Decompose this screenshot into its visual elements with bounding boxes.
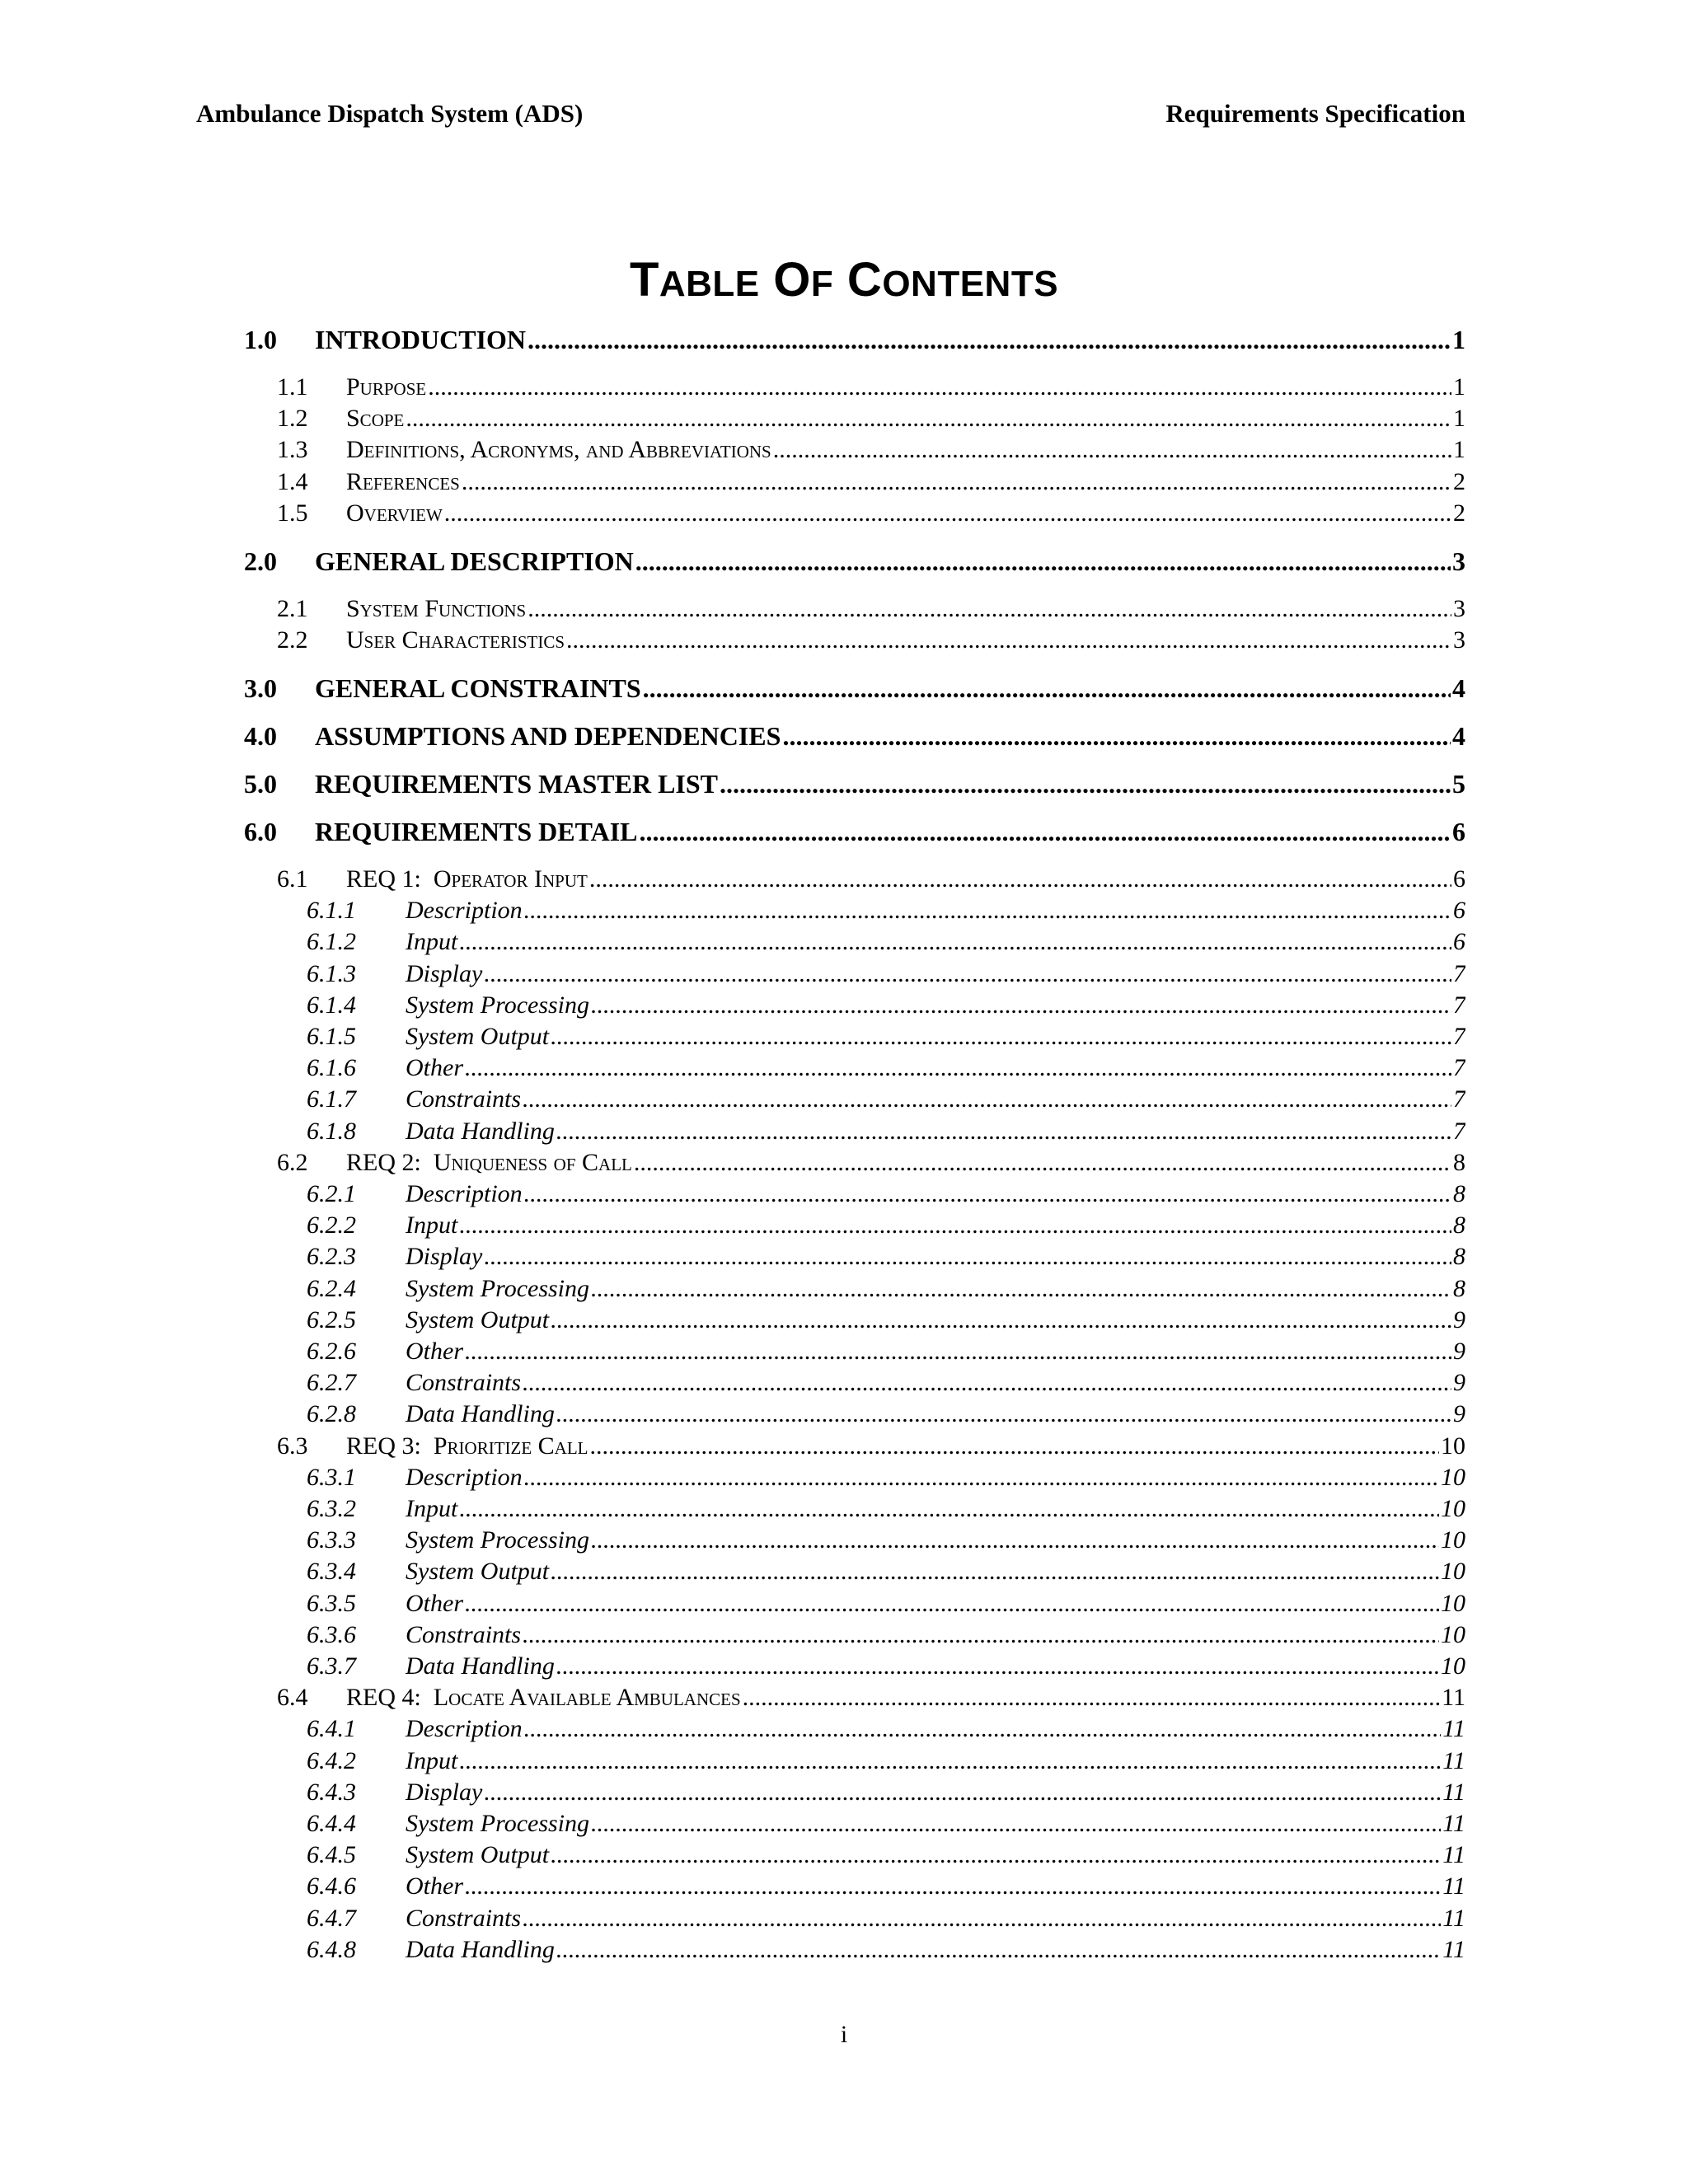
toc-dot-leader [465,1336,1451,1367]
toc-entry-page: 11 [1442,1935,1465,1963]
toc-entry-number: 6.3.1 [307,1463,356,1491]
toc-entry-page: 10 [1441,1495,1465,1522]
toc-dot-leader [459,1746,1441,1777]
toc-dot-leader [523,1367,1451,1399]
toc-entry-page: 7 [1453,1117,1465,1145]
toc-entry-page: 10 [1441,1432,1465,1460]
toc-entry-6-4-5[interactable] [307,1840,1465,1871]
toc-entry-number: 6.2.7 [307,1369,356,1397]
toc-entry-6-4-4[interactable] [307,1808,1465,1840]
toc-entry-label [346,864,588,895]
toc-entry-number: 6.1.2 [307,928,356,956]
toc-entry-1-5[interactable] [277,498,1465,529]
toc-dot-leader [773,434,1451,466]
toc-entry-number: 6.4.6 [307,1872,356,1900]
toc-entry-6-1[interactable] [277,864,1465,895]
toc-entry-6-2-6[interactable] [307,1336,1465,1367]
toc-entry-6-2-7[interactable] [307,1367,1465,1399]
toc-entry-label: Other [406,1589,463,1617]
toc-entry-page: 7 [1453,959,1465,987]
toc-entry-number: 6.3 [277,1432,308,1460]
toc-entry-number: 5.0 [244,769,277,799]
toc-dot-leader [551,1021,1451,1052]
toc-entry-page: 11 [1442,1841,1465,1869]
toc-entry-1-0[interactable] [244,324,1465,355]
toc-entry-title: Prioritize Call [433,1432,588,1460]
toc-entry-number: 6.2.6 [307,1338,356,1365]
toc-entry-label: System Output [406,1558,550,1586]
toc-entry-6-0[interactable] [244,816,1465,847]
toc-entry-number: 6.4.2 [307,1746,356,1774]
toc-dot-leader [589,864,1451,895]
toc-entry-6-3-6[interactable] [307,1619,1465,1651]
toc-dot-leader [782,720,1451,752]
toc-entry-6-2-5[interactable] [307,1305,1465,1336]
toc-entry-6-1-5[interactable] [307,1021,1465,1052]
toc-entry-label: Description [406,897,523,925]
toc-entry-2-0[interactable] [244,546,1465,577]
toc-entry-6-2-4[interactable] [307,1273,1465,1305]
toc-entry-6-3-4[interactable] [307,1556,1465,1587]
toc-entry-page: 3 [1453,626,1465,654]
toc-entry-page: 11 [1442,1684,1465,1712]
toc-entry-label: References [346,467,460,495]
toc-entry-number: 6.3.3 [307,1526,356,1554]
toc-entry-6-3-3[interactable] [307,1525,1465,1556]
toc-entry-page: 8 [1453,1274,1465,1302]
toc-dot-leader [465,1588,1439,1619]
toc-dot-leader [591,1808,1441,1840]
toc-entry-number: 6.0 [244,817,277,846]
toc-entry-label: System Output [406,1023,550,1050]
toc-heading [0,252,1688,307]
toc-entry-number: 6.1.3 [307,959,356,987]
toc-entry-1-4[interactable] [277,466,1465,498]
toc-entry-number: 6.1.7 [307,1085,356,1113]
toc-dot-leader [566,625,1451,656]
toc-entry-page: 5 [1452,769,1465,799]
running-header-title: Ambulance Dispatch System (ADS) [196,99,584,128]
toc-entry-req-id: REQ 1: [346,865,421,893]
toc-entry-number: 6.2 [277,1148,308,1176]
toc-dot-leader [590,1431,1439,1462]
toc-entry-label: Constraints [406,1904,522,1932]
toc-entry-label: Data Handling [406,1400,555,1428]
toc-entry-label: Input [406,1746,458,1774]
toc-entry-6-1-6[interactable] [307,1052,1465,1084]
toc-entry-label: REQUIREMENTS DETAIL [315,817,638,846]
toc-entry-page: 4 [1452,721,1465,751]
toc-dot-leader [743,1682,1440,1713]
toc-entry-page: 2 [1453,499,1465,527]
toc-entry-page: 9 [1453,1305,1465,1333]
toc-entry-label: Constraints [406,1369,522,1397]
toc-entry-label: Input [406,1212,458,1240]
toc-entry-number: 2.0 [244,546,277,576]
running-header-doc-type: Requirements Specification [1165,99,1465,128]
toc-entry-label: Input [406,1495,458,1522]
toc-entry-6-1-1[interactable] [307,895,1465,926]
toc-entry-6-1-4[interactable] [307,990,1465,1021]
toc-entry-page: 10 [1441,1652,1465,1680]
toc-dot-leader [639,816,1451,847]
toc-entry-label: Description [406,1180,523,1207]
toc-entry-6-3-1[interactable] [307,1462,1465,1493]
toc-entry-number: 6.3.6 [307,1620,356,1648]
toc-entry-page: 10 [1441,1589,1465,1617]
toc-dot-leader [459,926,1451,958]
toc-entry-page: 3 [1453,594,1465,622]
toc-entry-page: 10 [1441,1463,1465,1491]
toc-entry-6-4-2[interactable] [307,1746,1465,1777]
toc-entry-1-3[interactable] [277,434,1465,466]
toc-entry-4-0[interactable] [244,720,1465,752]
toc-entry-label: ASSUMPTIONS AND DEPENDENCIES [315,721,781,751]
toc-entry-label: Definitions, Acronyms, and Abbreviations [346,436,771,464]
toc-entry-number: 6.4.7 [307,1904,356,1932]
toc-entry-label: Description [406,1463,523,1491]
toc-entry-6-4[interactable] [277,1682,1465,1713]
toc-dot-leader [462,466,1451,498]
toc-entry-6-1-7[interactable] [307,1084,1465,1115]
toc-entry-label: System Processing [406,1274,590,1302]
toc-entry-number: 2.1 [277,594,308,622]
toc-entry-label: System Output [406,1305,550,1333]
toc-entry-6-4-3[interactable] [307,1777,1465,1808]
toc-entry-page: 7 [1453,1085,1465,1113]
toc-entry-req-id: REQ 4: [346,1684,421,1712]
toc-entry-label: Data Handling [406,1935,555,1963]
toc-entry-label: Display [406,1778,483,1806]
toc-entry-6-2-8[interactable] [307,1399,1465,1430]
toc-entry-page: 11 [1442,1746,1465,1774]
toc-entry-label: Purpose [346,373,427,401]
toc-entry-page: 6 [1452,817,1465,846]
toc-entry-label: System Processing [406,1526,590,1554]
toc-entry-6-3-7[interactable] [307,1651,1465,1682]
toc-entry-6-1-8[interactable] [307,1116,1465,1147]
toc-dot-leader [720,768,1451,799]
toc-entry-label: Description [406,1715,523,1743]
toc-dot-leader [634,1147,1451,1179]
toc-entry-label: System Processing [406,1810,590,1837]
toc-entry-page: 9 [1453,1369,1465,1397]
toc-entry-6-1-2[interactable] [307,926,1465,958]
toc-entry-number: 6.1.6 [307,1054,356,1082]
toc-entry-6-2-1[interactable] [307,1179,1465,1210]
toc-entry-page: 8 [1453,1212,1465,1240]
toc-entry-page: 10 [1441,1558,1465,1586]
toc-entry-number: 6.3.4 [307,1558,356,1586]
toc-entry-number: 4.0 [244,721,277,751]
toc-dot-leader [528,324,1451,355]
toc-entry-page: 1 [1453,405,1465,433]
toc-entry-6-4-8[interactable] [307,1934,1465,1966]
toc-entry-label: System Output [406,1841,550,1869]
toc-entry-6-2-3[interactable] [307,1241,1465,1272]
toc-entry-title: Operator Input [433,865,588,893]
toc-entry-page: 1 [1453,436,1465,464]
toc-entry-page: 1 [1452,325,1465,354]
page-number: i [840,2021,848,2048]
toc-entry-6-1-3[interactable] [307,958,1465,990]
toc-dot-leader [556,1399,1451,1430]
toc-dot-leader [643,673,1451,704]
toc-dot-leader [591,1525,1439,1556]
toc-entry-number: 6.2.3 [307,1243,356,1271]
toc-entry-label: Constraints [406,1085,522,1113]
toc-entry-number: 6.1 [277,865,308,893]
toc-entry-label [346,1147,632,1179]
toc-entry-6-4-6[interactable] [307,1871,1465,1902]
toc-dot-leader [465,1052,1451,1084]
toc-entry-number: 6.3.5 [307,1589,356,1617]
toc-entry-number: 6.2.1 [307,1180,356,1207]
toc-entry-number: 1.3 [277,436,308,464]
toc-dot-leader [524,1462,1439,1493]
toc-entry-page: 11 [1442,1810,1465,1837]
toc-entry-label: Constraints [406,1620,522,1648]
toc-entry-2-1[interactable] [277,593,1465,625]
toc-dot-leader [428,372,1451,403]
toc-entry-page: 7 [1453,1023,1465,1050]
toc-entry-page: 6 [1453,928,1465,956]
toc-entry-number: 1.1 [277,373,308,401]
toc-entry-title: Uniqueness of Call [433,1148,632,1176]
toc-entry-label: Data Handling [406,1652,555,1680]
toc-dot-leader [524,1713,1442,1745]
toc-entry-6-3-2[interactable] [307,1493,1465,1525]
toc-entry-number: 6.4 [277,1684,308,1712]
toc-heading-text: TABLE OF CONTENTS [629,253,1059,307]
toc-entry-number: 6.2.8 [307,1400,356,1428]
toc-entry-6-3[interactable] [277,1431,1465,1462]
toc-dot-leader [556,1116,1451,1147]
toc-entry-label: Overview [346,499,443,527]
toc-entry-req-id: REQ 2: [346,1148,421,1176]
toc-entry-6-2[interactable] [277,1147,1465,1179]
toc-entry-page: 11 [1442,1778,1465,1806]
toc-entry-number: 6.3.7 [307,1652,356,1680]
toc-entry-page: 11 [1442,1872,1465,1900]
toc-entry-number: 1.0 [244,325,277,354]
toc-dot-leader [484,1777,1441,1808]
toc-entry-number: 6.1.5 [307,1023,356,1050]
toc-entry-number: 6.4.3 [307,1778,356,1806]
toc-entry-page: 1 [1453,373,1465,401]
toc-dot-leader [523,1084,1451,1115]
toc-entry-label: User Characteristics [346,626,565,654]
toc-entry-page: 8 [1453,1243,1465,1271]
toc-entry-number: 6.1.4 [307,991,356,1019]
toc-dot-leader [551,1840,1441,1871]
toc-entry-page: 8 [1453,1180,1465,1207]
toc-dot-leader [591,990,1451,1021]
toc-entry-number: 2.2 [277,626,308,654]
toc-entry-number: 6.1.8 [307,1117,356,1145]
toc-entry-number: 6.2.5 [307,1305,356,1333]
toc-dot-leader [591,1273,1451,1305]
toc-entry-label: GENERAL CONSTRAINTS [315,673,641,703]
toc-entry-number: 3.0 [244,673,277,703]
toc-entry-6-4-1[interactable] [307,1713,1465,1745]
toc-dot-leader [524,895,1451,926]
toc-entry-6-2-2[interactable] [307,1210,1465,1241]
toc-entry-label [346,1682,741,1713]
toc-entry-number: 1.2 [277,405,308,433]
toc-entry-label [346,1431,588,1462]
toc-entry-1-2[interactable] [277,403,1465,434]
toc-entry-6-3-5[interactable] [307,1588,1465,1619]
toc-entry-number: 1.5 [277,499,308,527]
toc-entry-label: Data Handling [406,1117,555,1145]
toc-entry-label: System Functions [346,594,527,622]
toc-entry-number: 6.4.4 [307,1810,356,1837]
toc-entry-page: 7 [1453,991,1465,1019]
toc-entry-label: INTRODUCTION [315,325,527,354]
toc-dot-leader [524,1179,1451,1210]
toc-entry-page: 3 [1452,546,1465,576]
toc-entry-label: Other [406,1872,463,1900]
toc-entry-number: 6.4.1 [307,1715,356,1743]
toc-dot-leader [459,1493,1439,1525]
toc-dot-leader [556,1651,1439,1682]
toc-entry-req-id: REQ 3: [346,1432,421,1460]
toc-dot-leader [465,1871,1441,1902]
toc-dot-leader [523,1619,1439,1651]
toc-entry-label: Input [406,928,458,956]
toc-dot-leader [528,593,1451,625]
toc-entry-number: 1.4 [277,467,308,495]
toc-entry-label: Other [406,1054,463,1082]
toc-entry-page: 6 [1453,897,1465,925]
toc-dot-leader [484,958,1451,990]
toc-entry-page: 9 [1453,1338,1465,1365]
toc-entry-number: 6.4.5 [307,1841,356,1869]
toc-entry-page: 7 [1453,1054,1465,1082]
toc-entry-page: 9 [1453,1400,1465,1428]
toc-entry-page: 6 [1453,865,1465,893]
toc-dot-leader [523,1903,1441,1934]
toc-entry-page: 11 [1442,1715,1465,1743]
toc-entry-page: 4 [1452,673,1465,703]
toc-entry-number: 6.4.8 [307,1935,356,1963]
toc-entry-3-0[interactable] [244,673,1465,704]
toc-dot-leader [635,546,1451,577]
toc-entry-page: 10 [1441,1526,1465,1554]
toc-entry-label: Display [406,1243,483,1271]
toc-entry-2-2[interactable] [277,625,1465,656]
toc-entry-number: 6.2.2 [307,1212,356,1240]
toc-dot-leader [444,498,1451,529]
toc-entry-number: 6.3.2 [307,1495,356,1522]
toc-entry-page: 8 [1453,1148,1465,1176]
toc-entry-title: Locate Available Ambulances [433,1684,741,1712]
toc-entry-1-1[interactable] [277,372,1465,403]
toc-entry-label: Scope [346,405,405,433]
toc-entry-label: GENERAL DESCRIPTION [315,546,634,576]
toc-entry-label: REQUIREMENTS MASTER LIST [315,769,718,799]
toc-dot-leader [406,403,1451,434]
toc-entry-number: 6.1.1 [307,897,356,925]
toc-entry-number: 6.2.4 [307,1274,356,1302]
toc-entry-label: Display [406,959,483,987]
toc-entry-6-4-7[interactable] [307,1903,1465,1934]
toc-entry-page: 11 [1442,1904,1465,1932]
toc-dot-leader [484,1241,1451,1272]
toc-dot-leader [551,1305,1451,1336]
toc-entry-label: System Processing [406,991,590,1019]
toc-entry-label: Other [406,1338,463,1365]
toc-entry-page: 10 [1441,1620,1465,1648]
toc-entry-page: 2 [1453,467,1465,495]
toc-entry-5-0[interactable] [244,768,1465,799]
toc-dot-leader [459,1210,1451,1241]
toc-dot-leader [556,1934,1441,1966]
toc-dot-leader [551,1556,1439,1587]
